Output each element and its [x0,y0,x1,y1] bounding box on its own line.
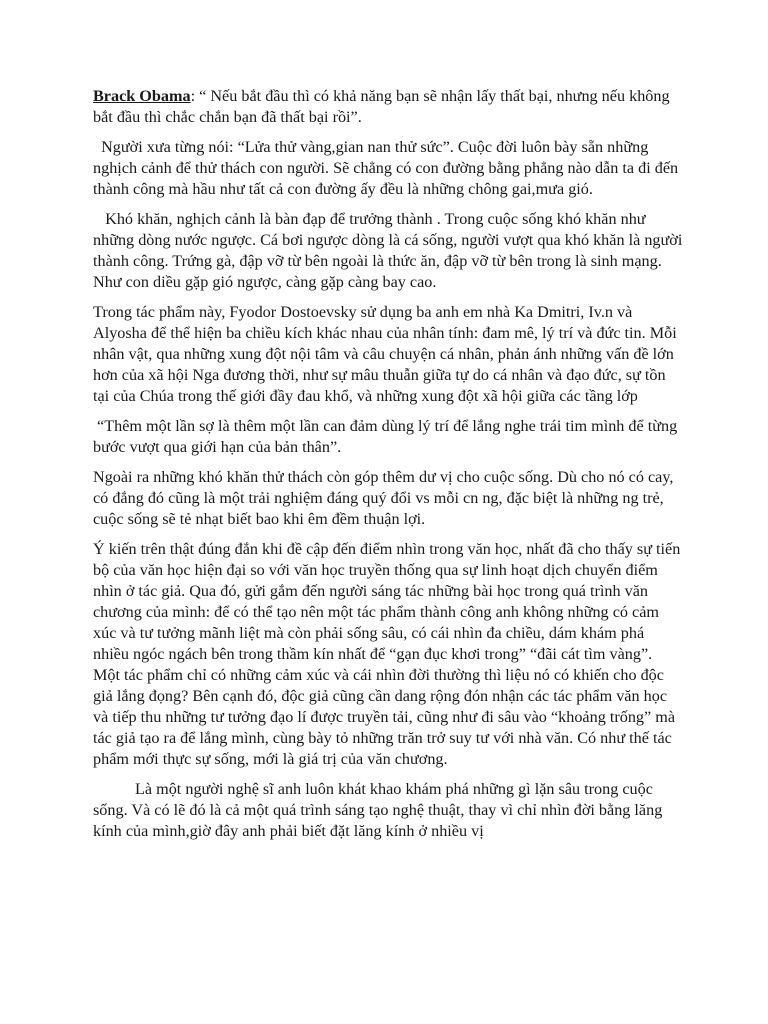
quote-speaker: Brack Obama [93,87,191,105]
body-paragraph: Ngoài ra những khó khăn thử thách còn góp thêm dư vị cho cuộc sống. Dù cho nó có cay, có đắng đó cũng là một trải nghiệm đáng quý đổi vs mỗi cn ng, đặc biệt là những ng trẻ, cuộc sống sẽ tẻ nhạt biết bao khi êm đềm thuận lợi. [93,468,678,528]
body-paragraph: Ý kiến trên thật đúng đắn khi đề cập đến điểm nhìn trong văn học, nhất đã cho thấy sự tiến bộ của văn học hiện đại so với văn học truyền thống qua sự linh hoạt dịch chuyển điểm nhìn ở tác giả. Qua đó, gửi gắm đến người sáng tác những bài học trong quá trình văn chương của mình: để có thể tạo nên một tác phẩm thành công anh không những có cảm xúc và tư tưởng mãnh liệt mà còn phải sống sâu, có cái nhìn đa chiều, dám khám phá nhiều ngóc ngách bên trong thầm kín nhất để “gạn đục khơi trong” “đãi cát tìm vàng”. Một tác phẩm chỉ có những cảm xúc và cái nhìn đời thường thì liệu nó có khiến cho độc giả lắng đọng? Bên cạnh đó, độc giả cũng cần dang rộng đón nhận các tác phẩm văn học và tiếp thu những tư tưởng đạo lí được truyền tải, cũng như đi sâu vào “khoảng trống” mà tác giả tạo ra để lắng mình, cùng bày tỏ những trăn trở suy tư với nhà văn. Có như thế tác phẩm mới thực sự sống, mới là giá trị của văn chương. [93,540,685,768]
body-paragraph: Trong tác phẩm này, Fyodor Dostoevsky sử dụng ba anh em nhà Ka Dmitri, Iv.n và Alyosha để thể hiện ba chiều kích khác nhau của nhân tính: đam mê, lý trí và đức tin. Mỗi nhân vật, qua những xung đột nội tâm và câu chuyện cá nhân, phản ánh những vấn đề lớn hơn của xã hội Nga đương thời, như sự mâu thuẫn giữa tự do cá nhân và đạo đức, sự tồn tại của Chúa trong thế giới đầy đau khổ, và những xung đột xã hội giữa các tầng lớp [93,303,681,405]
document-page [93,86,687,851]
body-paragraph: Là một người nghệ sĩ anh luôn khát khao khám phá những gì lặn sâu trong cuộc sống. Và có lẽ đó là cả một quá trình sáng tạo nghệ thuật, thay vì chỉ nhìn đời bằng lăng kính của mình,giờ đây anh phải biết đặt lăng kính ở nhiều vị [93,780,667,840]
quote-paragraph [93,86,683,128]
body-paragraph: Người xưa từng nói: “Lửa thử vàng,gian nan thử sức”. Cuộc đời luôn bày sẵn những nghịch cảnh để thử thách con người. Sẽ chẳng có con đường bằng phẳng nào dẫn ta đi đến thành công mà hầu như tất cả con đường ấy đều là những chông gai,mưa gió. [93,138,683,198]
body-paragraph: Khó khăn, nghịch cảnh là bàn đạp để trưởng thành . Trong cuộc sống khó khăn như những dòng nước ngược. Cá bơi ngược dòng là cá sống, người vượt qua khó khăn là người thành công. Trứng gà, đập vỡ từ bên ngoài là thức ăn, đập vỡ từ bên trong là sinh mạng. Như con diều gặp gió ngược, càng gặp càng bay cao. [93,210,687,291]
quote-text: : “ Nếu bắt đầu thì có khả năng bạn sẽ nhận lấy thất bại, nhưng nếu không bắt đầu thì chắc chắn bạn đã thất bại rồi”. [93,87,674,126]
body-paragraph: “Thêm một lần sợ là thêm một lần can đảm dùng lý trí để lắng nghe trái tim mình để từng bước vượt qua giới hạn của bản thân”. [93,417,682,456]
